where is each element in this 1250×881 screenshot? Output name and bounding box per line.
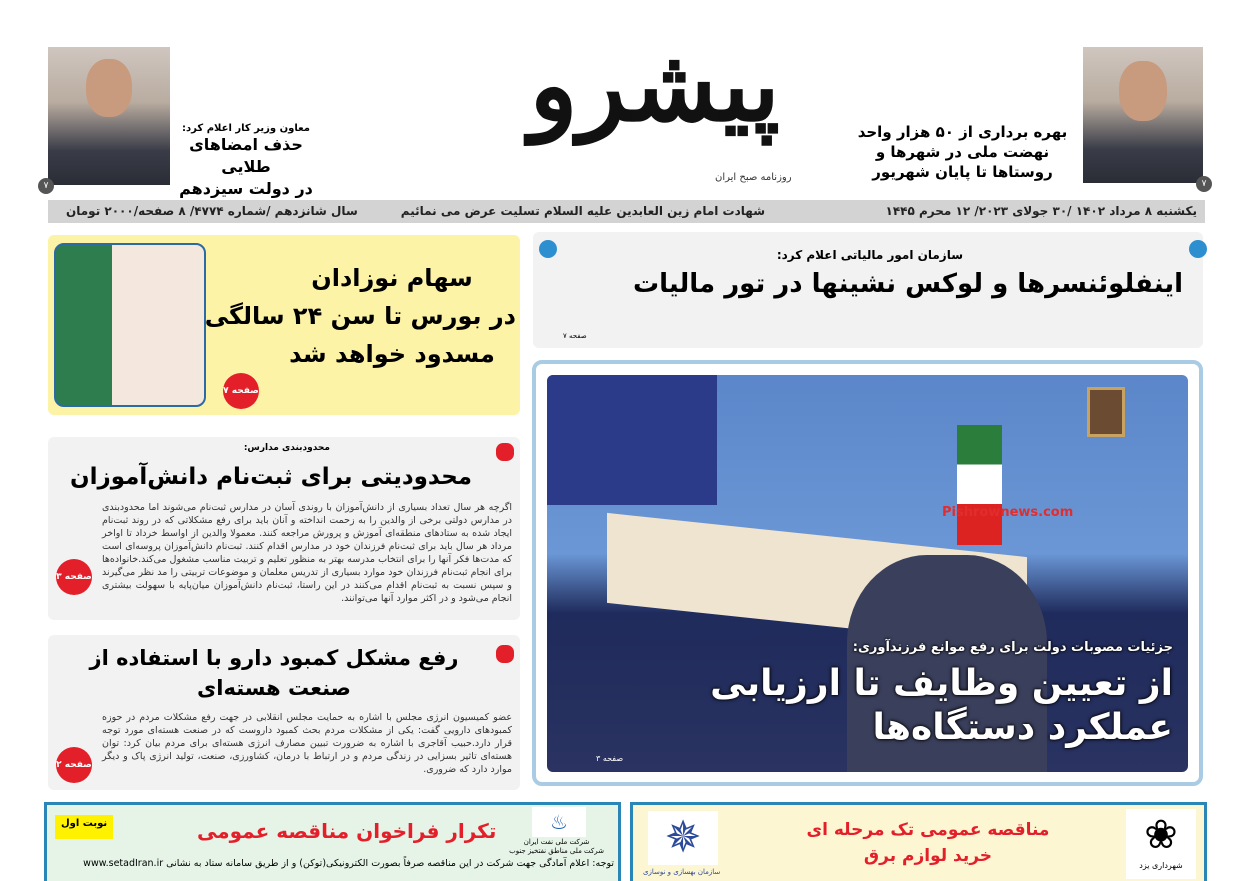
headline: حذف امضاهای طلایی [189, 135, 303, 176]
page-ref-badge[interactable]: صفحه ۲ [56, 747, 92, 783]
page-tag: ۷ [38, 178, 54, 194]
page-ref-badge[interactable]: صفحه ۷ [223, 373, 259, 409]
headline [710, 662, 1173, 750]
headline-line: سهام نوزادان [311, 264, 473, 292]
main-story[interactable] [532, 360, 1203, 786]
headline [204, 259, 516, 373]
watermark: Pishrownews.com [942, 505, 1074, 520]
newborn-story[interactable] [48, 235, 520, 415]
masthead-logo: پیشرو [529, 26, 780, 144]
kicker: جزئیات مصوبات دولت برای رفع موانع فرزندآوری: [852, 640, 1173, 655]
condolence: شهادت امام زین العابدین علیه السلام تسلیت عرض می نمائیم [400, 204, 765, 218]
company-name: شرکت ملی نفت ایران [523, 838, 590, 846]
headline-line: مسدود خواهد شد [289, 340, 495, 368]
blue-dot-icon [1189, 240, 1207, 258]
org-name: سازمان بهسازی و نوسازی [643, 868, 721, 876]
ad-title-line: خرید لوازم برق [863, 846, 993, 866]
kicker: سازمان امور مالیاتی اعلام کرد: [776, 248, 963, 262]
ad-title: تکرار فراخوان مناقصه عمومی [197, 819, 497, 843]
header-left-story[interactable] [176, 123, 316, 200]
red-dot-icon [496, 443, 514, 461]
yazd-municipality-logo-icon: ❀ شهرداری یزد [1126, 809, 1196, 879]
drug-story[interactable] [48, 635, 520, 790]
page-ref-badge[interactable]: صفحه ۳ [56, 559, 92, 595]
page-ref: صفحه ۳ [596, 754, 624, 763]
company-names [509, 838, 604, 856]
ad-tender-oil[interactable] [44, 802, 621, 881]
headline-line: در بورس تا سن ۲۴ سالگی [204, 302, 516, 330]
company-name: شرکت ملی مناطق نفتخیز جنوب [509, 847, 604, 855]
headline-line: نهضت ملی در شهرها و [875, 143, 1050, 161]
ad-title [783, 817, 1073, 869]
header-left-photo [48, 47, 170, 185]
kicker: محدودبندی مدارس: [243, 443, 330, 453]
headline-line: روستاها تا پایان شهریور [872, 163, 1053, 181]
org-logo-icon: ✵ [648, 811, 718, 865]
headline: اینفلوئنسرها و لوکس نشینها در تور مالیات [633, 269, 1183, 299]
headline-line: از تعیین وظایف تا ارزیابی [710, 663, 1173, 704]
ad-title-line: مناقصه عمومی تک مرحله ای [806, 820, 1050, 840]
red-dot-icon [496, 645, 514, 663]
ad-tender-electric[interactable] [630, 802, 1207, 881]
headline: در دولت سیزدهم [179, 179, 313, 198]
header-right-photo [1083, 47, 1203, 183]
round-badge: نوبت اول [55, 815, 113, 839]
masthead-subtitle: روزنامه صبح ایران [715, 172, 792, 183]
info-bar [48, 200, 1205, 223]
nioc-logo-icon: ♨ [532, 807, 586, 837]
headline-line: رفع مشکل کمبود دارو با استفاده از [89, 646, 459, 670]
newborn-photo [54, 243, 206, 407]
school-story[interactable] [48, 437, 520, 620]
story-body: عضو کمیسیون انرژی مجلس با اشاره به حمایت مجلس انقلابی در جهت رفع مشکلات مردم در حوزه کمبودهای دارویی گفت: یکی از مشکلات مردم بحث کمبود داروست که در صنعت هسته‌ای مورد توجه قرار دارد.حبیب آقاجری با اشاره به ضرورت تبیین مصارف انرژی هسته‌ای برای مردم بیان کرد: توان هسته‌ای تاثیر بسزایی در زندگی مردم و در ارتباط با درمان، کشاورزی، صنعت، تولید انرژی پاک و دیگر موارد دارد که ضروری. [102, 712, 512, 775]
page-tag: ۷ [1196, 176, 1212, 192]
story-body: اگرچه هر سال تعداد بسیاری از دانش‌آموزان با روندی آسان در مدارس ثبت‌نام می‌شوند اما محدودبندی در مدارس دولتی برخی از والدین را به زحمت انداخته و آنان باید برای رفع مشکلاتی که در روند ثبت‌نام ایجاد شده به ستادهای منطقه‌ای آموزش و پرورش مراجعه کنند. معمولا والدین از اواسط خرداد تا اواخر مرداد هر سال باید برای ثبت‌نام فرزندان خود در مدارس اقدام کنند. ثبت‌نام دانش‌آموزان پروسه‌ای است که مدت‌ها فکر آنها را برای انتخاب مدرسه بهتر به منظور تعلیم و تربیت مناسب مشغول می‌کند.خانواده‌ها برای انجام ثبت‌نام فرزندان خود موارد بسیاری از تدریس معلمان و موضوعات تربیتی را مد نظر می‌گیرند و سپس نسبت به ثبت‌نام اقدام می‌کنند در این راستا، ثبت‌نام دانش‌آموزان میان‌پایه با سهولت بیشتری انجام می‌شود و در اکثر موارد آنها می‌توانند. [102, 502, 512, 604]
headline-line: عملکرد دستگاه‌ها [872, 707, 1173, 748]
headline: محدودیتی برای ثبت‌نام دانش‌آموزان [69, 464, 473, 490]
kicker: معاون وزیر کار اعلام کرد: [182, 123, 310, 134]
tax-story[interactable] [533, 232, 1203, 348]
logo-text: شهرداری یزد [1139, 861, 1183, 870]
issue-info: سال شانزدهم /شماره ۴۷۷۴/ ۸ صفحه/۲۰۰۰ تومان [66, 204, 358, 218]
headline [56, 643, 492, 703]
headline-line: بهره برداری از ۵۰ هزار واحد [857, 123, 1068, 141]
blue-dot-icon [539, 240, 557, 258]
date: یکشنبه ۸ مرداد ۱۴۰۲ /۳۰ جولای ۲۰۲۳/ ۱۲ محرم ۱۴۴۵ [885, 204, 1197, 218]
page-ref: صفحه ۷ [563, 332, 587, 340]
header-right-story[interactable] [850, 122, 1075, 182]
ad-notice: توجه: اعلام آمادگی جهت شرکت در این مناقصه صرفاً بصورت الکترونیکی(توکن) و از طریق سامانه ستاد به نشانی www.setadIran.ir [83, 858, 614, 869]
headline-line: صنعت هسته‌ای [197, 676, 351, 700]
